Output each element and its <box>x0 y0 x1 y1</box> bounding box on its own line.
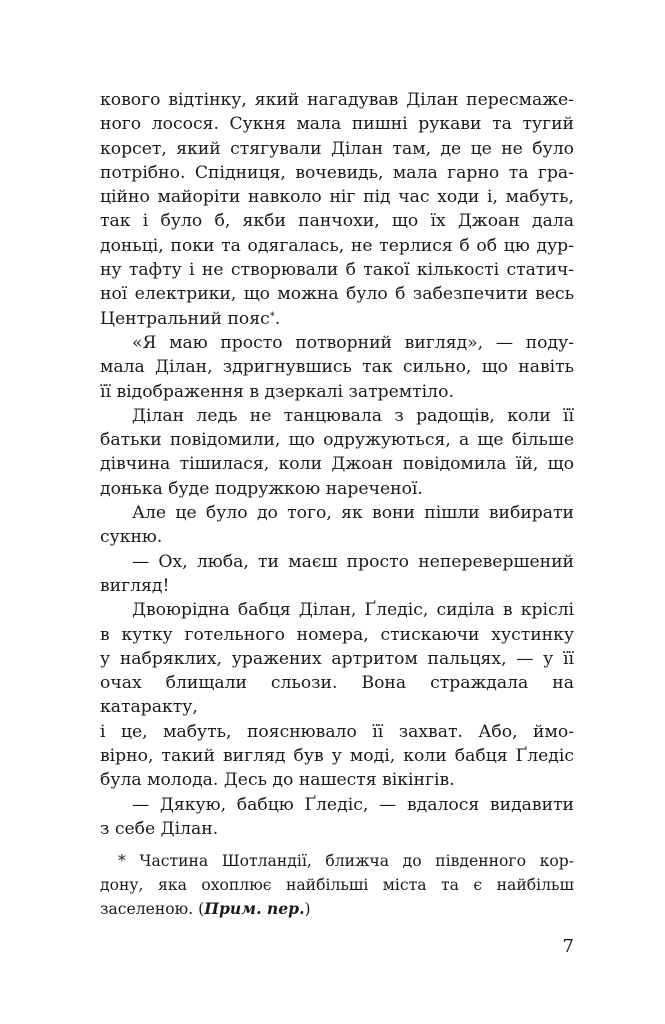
footnote-text: Частина Шотландії, ближча до південного кор- <box>139 852 574 870</box>
text-line: дівчина тішилася, коли Джоан повідомила їй, що <box>100 454 574 475</box>
footnote-text: заселеною. ( <box>100 900 205 918</box>
paragraph <box>100 331 574 404</box>
text-line: доньці, поки та одягалась, не терлися б об цю дур- <box>100 235 574 256</box>
text-line: «Я маю просто потворний вигляд», — поду- <box>132 332 574 353</box>
text-line: — Ох, люба, ти маєш просто неперевершений <box>132 551 574 572</box>
footnote-line: дону, яка охоплює найбільші міста та є найбільш <box>100 876 574 894</box>
text-line: вигляд! <box>100 575 170 596</box>
text-line: очах блищали сльози. Вона страждала на катаракту, <box>100 673 574 718</box>
text-line: вірно, такий вигляд був у моді, коли бабця Ґледіс <box>100 746 574 767</box>
text-line: Двоюрідна бабця Ділан, Ґледіс, сиділа в кріслі <box>132 600 574 621</box>
text-line: і це, мабуть, пояснювало її захват. Або, ймо- <box>100 721 574 742</box>
translator-note: Прим. пер. <box>204 899 305 918</box>
text-line: ну тафту і не створювали б такої кількості статич- <box>100 260 574 281</box>
footnote <box>100 849 574 921</box>
text-line: була молода. Десь до нашестя вікінгів. <box>100 770 455 791</box>
paragraph <box>100 550 574 599</box>
text-line: кового відтінку, який нагадував Ділан пересмаже- <box>100 90 574 110</box>
page-number: 7 <box>562 936 574 957</box>
text-line: потрібно. Спідниця, вочевидь, мала гарно та гра- <box>100 162 574 183</box>
text-line: корсет, який стягували Ділан там, де це не було <box>100 138 574 159</box>
text-line: — Дякую, бабцю Ґледіс, — вдалося видавити <box>132 794 574 815</box>
footnote-text: ) <box>304 900 311 918</box>
paragraph <box>100 793 574 842</box>
main-text <box>100 88 574 841</box>
footnote-mark: * <box>118 852 126 870</box>
text-line: в кутку готельного номера, стискаючи хустинку <box>100 624 574 645</box>
line-tail: . <box>274 308 281 329</box>
paragraph <box>100 598 574 792</box>
text-line: ної електрики, що можна було б забезпечити весь <box>100 284 574 305</box>
paragraph <box>100 404 574 501</box>
text-line: сукню. <box>100 527 163 548</box>
paragraph <box>100 88 574 331</box>
paragraph <box>100 501 574 550</box>
text-line: донька буде подружкою нареченої. <box>100 478 423 499</box>
text-line: Центральний пояс*. <box>100 308 281 329</box>
footnote-line <box>100 897 574 921</box>
text-line: її відображення в дзеркалі затремтіло. <box>100 381 454 402</box>
text-line: Але це було до того, як вони пішли вибирати <box>132 503 574 524</box>
text-line: мала Ділан, здригнувшись так сильно, що навіть <box>100 357 574 378</box>
text-line: ного лосося. Сукня мала пишні рукави та тугий <box>100 114 574 135</box>
text-line: з себе Ділан. <box>100 818 219 839</box>
footnote-line <box>100 849 574 873</box>
text-line: так і було б, якби панчохи, що їх Джоан дала <box>100 211 574 232</box>
text-line: Ділан ледь не танцювала з радощів, коли її <box>132 405 574 426</box>
footnote-mark[interactable]: * <box>269 310 275 322</box>
text-line: у набряклих, уражених артритом пальцях, — у її <box>100 648 574 669</box>
text-line: батьки повідомили, що одружуються, а ще більше <box>100 430 574 451</box>
text-line: ційно майоріти навколо ніг під час ходи і, мабуть, <box>100 187 574 208</box>
